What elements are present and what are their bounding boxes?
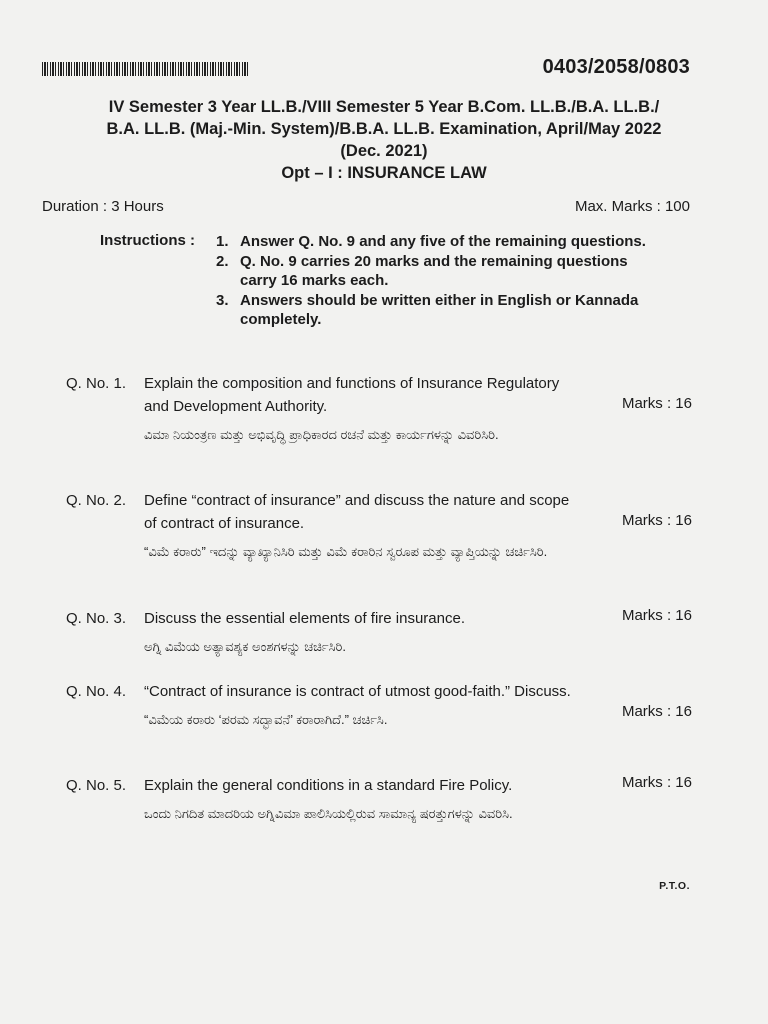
question-number: Q. No. 2. [66, 492, 127, 509]
instruction-number: 3. [216, 291, 229, 309]
pto-note: P.T.O. [659, 880, 690, 892]
header-line-2: B.A. LL.B. (Maj.-Min. System)/B.B.A. LL.B. Examination, April/May 2022 [106, 120, 662, 138]
instruction-text: Answers should be written either in English or Kannada completely. [240, 291, 639, 328]
instruction-number: 1. [216, 233, 229, 250]
question-text-kannada: ಅಗ್ನಿ ವಿಮೆಯ ಅತ್ಯಾವಶ್ಯಕ ಅಂಶಗಳನ್ನು ಚರ್ಚಿಸಿರಿ. [144, 639, 346, 654]
instruction-item [216, 252, 656, 291]
max-marks: Max. Marks : 100 [574, 198, 690, 215]
subject-title: Opt – I : INSURANCE LAW [281, 164, 487, 182]
header-line-1: IV Semester 3 Year LL.B./VIII Semester 5 Year B.Com. LL.B./B.A. LL.B./ [108, 98, 660, 116]
question-number: Q. No. 1. [66, 375, 127, 392]
instructions-label: Instructions : [100, 232, 196, 249]
paper-code: 0403/2058/0803 [542, 56, 690, 78]
question-text-kannada: ವಿಮಾ ನಿಯಂತ್ರಣ ಮತ್ತು ಅಭಿವೃದ್ಧಿ ಪ್ರಾಧಿಕಾರದ ರಚನೆ ಮತ್ತು ಕಾರ್ಯಗಳನ್ನು ವಿವರಿಸಿರಿ. [144, 427, 499, 442]
question-marks: Marks : 16 [621, 774, 692, 791]
instruction-number: 2. [216, 252, 229, 270]
question-text-kannada: “ವಿಮೆ ಕರಾರು” ಇದನ್ನು ವ್ಯಾಖ್ಯಾನಿಸಿರಿ ಮತ್ತು ವಿಮೆ ಕರಾರಿನ ಸ್ವರೂಪ ಮತ್ತು ವ್ಯಾಪ್ತಿಯನ್ನು ಚರ್ಚಿಸಿರಿ. [144, 544, 548, 559]
question-number: Q. No. 4. [66, 683, 127, 700]
question-number: Q. No. 3. [66, 610, 127, 627]
question-text: “Contract of insurance is contract of utmost good-faith.” Discuss. [144, 683, 571, 700]
question-1 [66, 372, 692, 447]
question-3 [66, 607, 692, 659]
question-text-kannada: “ವಿಮೆಯ ಕರಾರು ‘ಪರಮ ಸದ್ಭಾವನೆ’ ಕರಾರಾಗಿದೆ.” ಚರ್ಚಿಸಿ. [144, 712, 388, 727]
duration: Duration : 3 Hours [42, 198, 164, 215]
instruction-item [216, 232, 656, 252]
barcode [42, 62, 248, 76]
question-text: Explain the general conditions in a standard Fire Policy. [144, 777, 513, 794]
header-line-3: (Dec. 2021) [340, 142, 428, 160]
question-4 [66, 680, 692, 732]
question-text: Explain the composition and functions of Insurance Regulatory and Development Authority. [144, 375, 560, 415]
question-text-kannada: ಒಂದು ನಿಗದಿತ ಮಾದರಿಯ ಅಗ್ನಿವಿಮಾ ಪಾಲಿಸಿಯಲ್ಲಿರುವ ಸಾಮಾನ್ಯ ಷರತ್ತುಗಳನ್ನು ವಿವರಿಸಿ. [144, 806, 513, 821]
instruction-item [216, 291, 656, 330]
instruction-text: Answer Q. No. 9 and any five of the remaining questions. [240, 233, 646, 250]
question-5 [66, 774, 692, 826]
instructions-list [216, 232, 656, 330]
exam-header [0, 96, 768, 184]
question-2 [66, 489, 692, 564]
instruction-text: Q. No. 9 carries 20 marks and the remaining questions carry 16 marks each. [240, 252, 628, 289]
question-number: Q. No. 5. [66, 777, 127, 794]
question-marks: Marks : 16 [621, 607, 692, 624]
question-marks: Marks : 16 [621, 395, 692, 412]
question-text: Discuss the essential elements of fire insurance. [144, 610, 465, 627]
question-marks: Marks : 16 [621, 512, 692, 529]
question-marks: Marks : 16 [621, 703, 692, 720]
question-text: Define “contract of insurance” and discuss the nature and scope of contract of insurance. [144, 492, 570, 532]
